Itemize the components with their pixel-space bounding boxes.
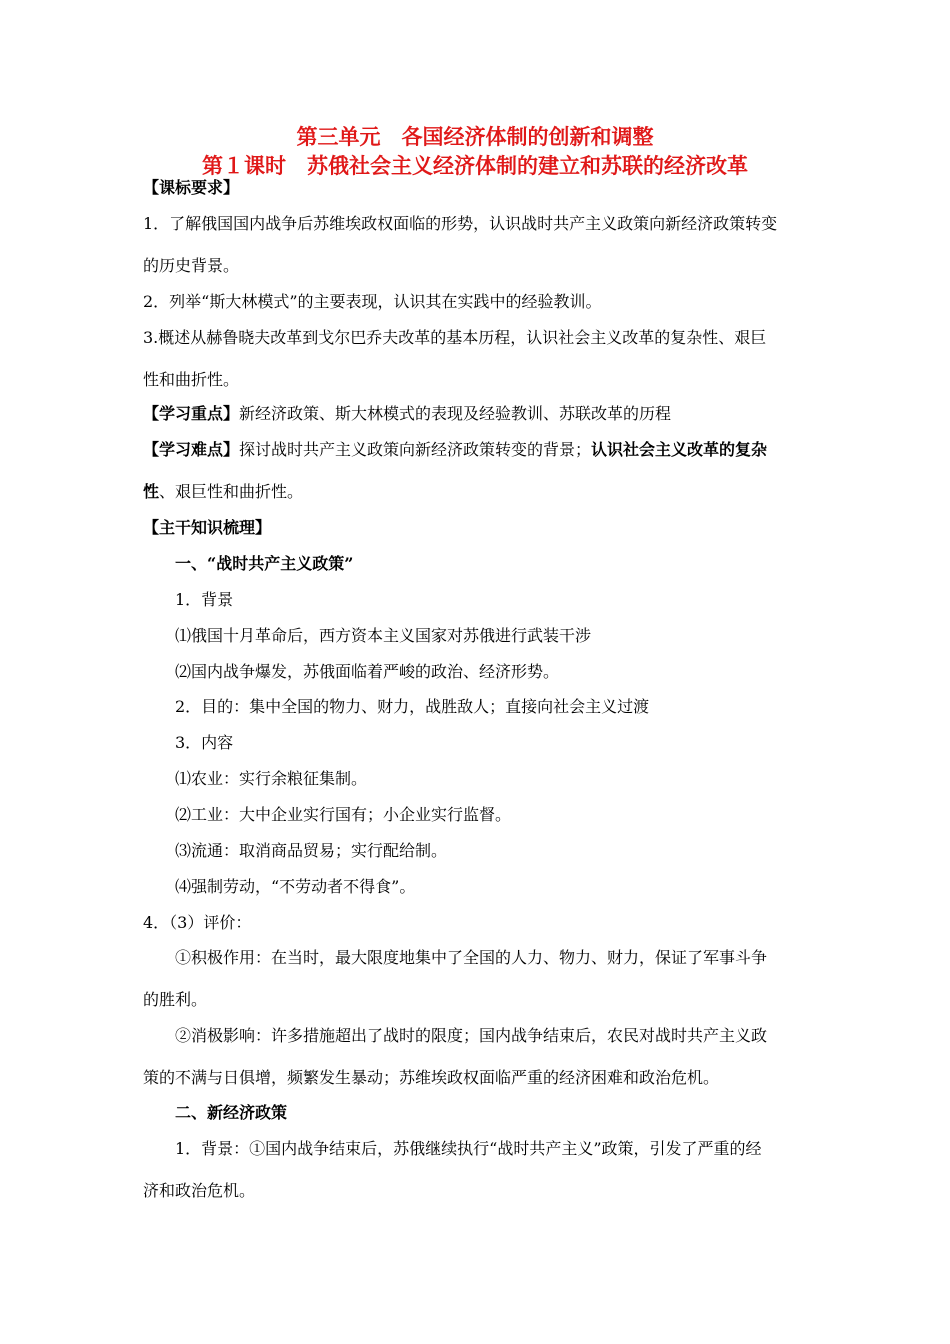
curriculum-heading: 【课标要求】: [143, 178, 240, 197]
unit-title: 第三单元 各国经济体制的创新和调整: [296, 124, 654, 149]
s1-content: 3．内容: [175, 733, 234, 752]
s1-background-2: ⑵国内战争爆发，苏俄面临着严峻的政治、经济形势。: [175, 662, 560, 681]
curriculum-item-2: 2．列举“斯大林模式”的主要表现，认识其在实践中的经验教训。: [143, 292, 602, 311]
lesson-title: 第１课时 苏俄社会主义经济体制的建立和苏联的经济改革: [202, 153, 748, 178]
s1-positive-cont: 的胜利。: [143, 990, 208, 1009]
s1-content-3: ⑶流通：取消商品贸易；实行配给制。: [175, 841, 448, 860]
s1-negative-cont: 策的不满与日俱增，频繁发生暴动；苏维埃政权面临严重的经济困难和政治危机。: [143, 1068, 720, 1087]
difficulty-bold-cont: 性: [143, 482, 160, 501]
focus-line: [143, 404, 671, 424]
s1-background: 1．背景: [175, 590, 234, 609]
s1-evaluation: 4．（3）评价：: [143, 913, 252, 932]
knowledge-heading: 【主干知识梳理】: [143, 518, 272, 537]
difficulty-text-cont: 、艰巨性和曲折性。: [159, 482, 304, 501]
section-2-title: 二、新经济政策: [175, 1103, 288, 1122]
difficulty-line-cont: [143, 482, 303, 502]
s1-negative: ②消极影响：许多措施超出了战时的限度；国内战争结束后，农民对战时共产主义政: [175, 1026, 768, 1045]
s1-content-4: ⑷强制劳动，“不劳动者不得食”。: [175, 877, 416, 896]
s1-content-2: ⑵工业：大中企业实行国有；小企业实行监督。: [175, 805, 512, 824]
difficulty-bold-text: 认识社会主义改革的复杂: [591, 440, 768, 459]
difficulty-label: 【学习难点】: [143, 440, 240, 459]
curriculum-item-3: 3.概述从赫鲁晓夫改革到戈尔巴乔夫改革的基本历程，认识社会主义改革的复杂性、艰巨: [143, 328, 767, 347]
curriculum-item-1-cont: 的历史背景。: [143, 256, 240, 275]
s2-background: 1．背景：①国内战争结束后，苏俄继续执行“战时共产主义”政策，引发了严重的经: [175, 1139, 762, 1158]
s1-background-1: ⑴俄国十月革命后，西方资本主义国家对苏俄进行武装干涉: [175, 626, 592, 645]
curriculum-item-1: 1．了解俄国国内战争后苏维埃政权面临的形势，认识战时共产主义政策向新经济政策转变: [143, 214, 778, 233]
s1-positive: ①积极作用：在当时，最大限度地集中了全国的人力、物力、财力，保证了军事斗争: [175, 948, 768, 967]
s2-background-cont: 济和政治危机。: [143, 1181, 256, 1200]
difficulty-line: [143, 440, 767, 460]
section-1-title: 一、“战时共产主义政策”: [175, 554, 354, 573]
focus-text: 新经济政策、斯大林模式的表现及经验教训、苏联改革的历程: [239, 404, 672, 423]
curriculum-item-3-cont: 性和曲折性。: [143, 370, 240, 389]
difficulty-text: 探讨战时共产主义政策向新经济政策转变的背景；: [239, 440, 592, 459]
focus-label: 【学习重点】: [143, 404, 240, 423]
s1-content-1: ⑴农业：实行余粮征集制。: [175, 769, 368, 788]
s1-goal: 2．目的：集中全国的物力、财力，战胜敌人；直接向社会主义过渡: [175, 697, 650, 716]
